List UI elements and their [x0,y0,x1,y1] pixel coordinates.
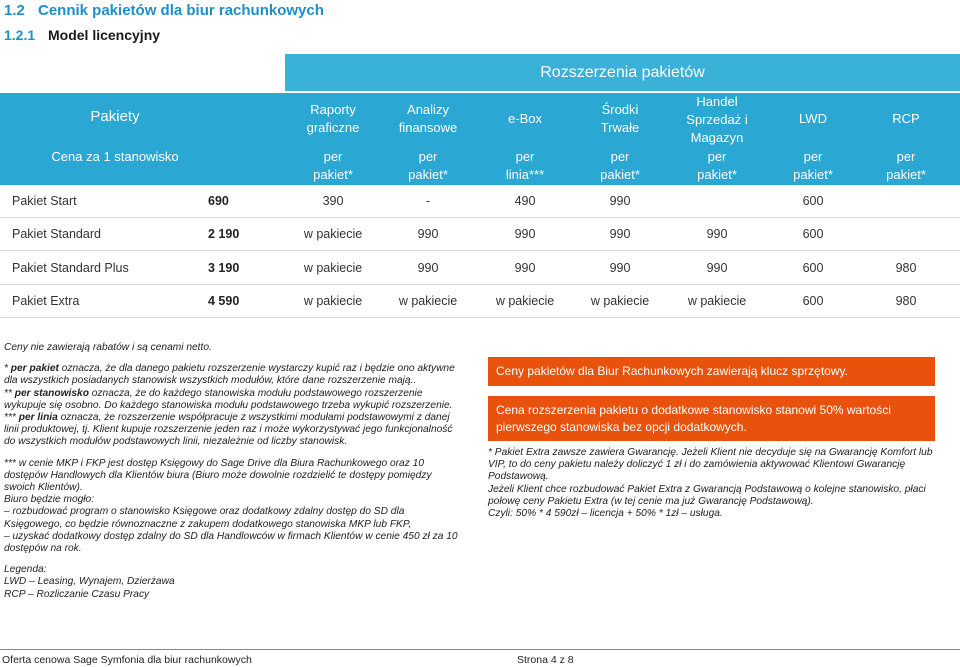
row-cell: w pakiecie [303,261,363,275]
row-cell: 980 [895,261,917,275]
note-term: per linia [18,412,58,424]
section-number: 1.2 [4,2,25,19]
col-name-line: Raporty [310,102,356,117]
legend-rcp: RCP – Rozliczanie Czasu Pracy [4,588,150,600]
row-label: Pakiet Standard Plus [12,261,129,275]
note-marker: *** [4,412,19,424]
row-label: Pakiet Standard [12,227,101,241]
row-cell: 490 [514,194,536,208]
col-name-line: Trwałe [600,120,640,135]
col-unit-line: pakiet* [313,167,353,182]
table-row [0,185,960,218]
row-cell: 600 [802,194,824,208]
row-cell: w pakiecie [303,227,363,241]
col-unit-line: pakiet* [886,167,926,182]
row-cell: 990 [706,227,728,241]
col-srodki [570,101,670,137]
note-per-stanowisko [4,388,464,412]
header-band [0,93,960,185]
footer-title: Oferta cenowa Sage Symfonia dla biur rachunkowych [2,654,252,666]
row-cell [667,185,767,217]
row-price: 4 590 [208,294,240,308]
col-raporty [283,101,383,137]
note-sage-drive: *** w cenie MKP i FKP jest dostęp Księgowy do Sage Drive dla Biura Rachunkowego oraz 10 dostępów Handlowych dla Klientów biura (Biuro może dowolnie rozdzielić te dostępy pomiędzy swoich Klientów). [4,457,432,494]
col-unit-line: pakiet* [793,167,833,182]
subsection-title: Model licencyjny [48,27,161,43]
col-unit-line: per [896,149,916,164]
note-biuro: Biuro będzie mogło: [4,494,95,506]
row-cell: 990 [417,227,439,241]
col-name-line: LWD [799,111,827,126]
col-unit-line: per [610,149,630,164]
row-cell: - [425,194,431,208]
col-srodki-unit [570,148,670,184]
row-cell [856,185,956,217]
subsection-heading [4,27,160,43]
note-per-linia [4,412,464,449]
row-cell: 600 [802,261,824,275]
page-number: Strona 4 z 8 [517,654,574,666]
highlight-box-extension-price: Cena rozszerzenia pakietu o dodatkowe stanowisko stanowi 50% wartości pierwszego stanowiska bez opcji dodatkowych. [488,396,935,441]
row-cell: w pakiecie [398,294,458,308]
row-cell: 990 [609,227,631,241]
col-raporty-unit [283,148,383,184]
col-unit-line: per [418,149,438,164]
row-cell: 600 [802,227,824,241]
col-unit-line: linia*** [505,167,545,182]
col-ebox [475,110,575,128]
note-option-1: – rozbudować program o stanowisko Księgowe oraz dodatkowy zdalny dostęp do SD dla Księgowego, co będzie równoznaczne z zakupem dodatkowego stanowiska MKP lub FKP, [4,506,412,530]
col-lwd [763,110,863,128]
col-cena: Cena za 1 stanowisko [51,149,179,164]
footer-divider [0,649,960,650]
note-option-2: – uzyskać dodatkowy dostęp zdalny do SD dla Handlowców w firmach Klientów w cenie 450 zł za 10 dostępów na rok. [4,530,458,555]
table-row [0,252,960,285]
row-cell: w pakiecie [590,294,650,308]
subsection-number: 1.2.1 [4,27,36,43]
note-marker: * [4,363,11,375]
section-title: Cennik pakietów dla biur rachunkowych [38,2,324,19]
table-row [0,285,960,318]
note-net-prices: Ceny nie zawierają rabatów i są cenami netto. [4,342,212,353]
legend-lwd: LWD – Leasing, Wynajem, Dzierżawa [4,576,175,588]
note-text: oznacza, że dla danego pakietu rozszerzenie wystarczy kupić raz i będzie ono aktywne dla wszystkich posiadanych stanowisk wszystkich modułów, które dane rozszerzenie mają.. [4,363,455,387]
note-rozbudowa: Jeżeli Klient chce rozbudować Pakiet Extra z Gwarancją Podstawową o kolejne stanowisko, płaci połowę ceny Pakietu Extra (w tej cenie ma już Gwarancję Podstawową). [488,483,926,507]
row-cell: 990 [417,261,439,275]
col-name-line: Analizy [407,102,449,117]
col-rcp [856,110,956,128]
note-czyli: Czyli: 50% * 4 590zł – licencja + 50% * 1zł – usługa. [488,508,723,520]
col-ebox-unit [475,148,575,184]
note-text: oznacza, że do każdego stanowiska modułu podstawowego rozszerzenie wykupuje się osobno. Do każdego stanowiska modułu podstawowego trzeba wykupić rozszerzenie. [4,387,453,411]
note-marker: ** [4,387,15,399]
row-cell: 990 [514,261,536,275]
col-unit-line: per [803,149,823,164]
row-cell: 990 [706,261,728,275]
pricing-notes [4,342,464,601]
row-cell: 990 [609,261,631,275]
col-analizy-unit [378,148,478,184]
col-name-line: e-Box [508,111,542,126]
col-name-line: Środki [601,102,639,117]
row-cell: 990 [514,227,536,241]
col-name-line: finansowe [398,120,458,135]
col-name-line: Sprzedaż i [686,112,748,127]
col-unit-line: per [515,149,535,164]
col-name-line: RCP [892,111,920,126]
row-cell: 600 [802,294,824,308]
note-term: per pakiet [10,363,59,375]
row-cell: w pakiecie [687,294,747,308]
price-table-header [0,51,960,185]
col-handel-unit [667,148,767,184]
col-unit-line: per [707,149,727,164]
extensions-title: Rozszerzenia pakietów [285,54,960,91]
col-rcp-unit [856,148,956,184]
col-analizy [378,101,478,137]
legend-title: Legenda: [4,564,47,576]
note-per-pakiet [4,363,464,387]
col-unit-line: pakiet* [697,167,737,182]
col-unit-line: pakiet* [408,167,448,182]
row-cell: 980 [895,294,917,308]
extra-package-notes [488,447,943,520]
row-price: 690 [208,194,229,208]
row-label: Pakiet Extra [12,294,80,308]
row-price: 2 190 [208,227,240,241]
row-cell: 990 [609,194,631,208]
col-lwd-unit [763,148,863,184]
note-gwarancja: * Pakiet Extra zawsze zawiera Gwarancję. Jeżeli Klient nie decyduje się na Gwarancję Komfort lub VIP, to do ceny pakietu należy doliczyć 1 zł i do zamówienia aktywować Klientowi Gwarancję Podstawową. [488,447,933,483]
col-name-line: graficzne [306,120,360,135]
note-text: oznacza, że rozszerzenie współpracuje z wszystkimi modułami podstawowymi z danej linii produktowej, tj. Klient kupuje rozszerzenie jeden raz i może wykorzystywać jego funkcjonalność do wszystkich modułów podstawowych linii, niezależnie od liczby stanowisk. [4,412,453,448]
row-label: Pakiet Start [12,194,77,208]
row-cell: w pakiecie [303,294,363,308]
col-pakiety: Pakiety [90,108,140,125]
col-handel [667,93,767,147]
col-unit-line: per [323,149,343,164]
highlight-box-hardware-key: Ceny pakietów dla Biur Rachunkowych zawierają klucz sprzętowy. [488,357,935,386]
row-price: 3 190 [208,261,240,275]
col-unit-line: pakiet* [600,167,640,182]
row-cell [856,218,956,250]
row-cell: 390 [322,194,344,208]
note-term: per stanowisko [14,387,89,399]
col-name-line: Magazyn [690,130,744,145]
col-name-line: Handel [696,94,738,109]
row-cell: w pakiecie [495,294,555,308]
table-row [0,218,960,251]
section-heading [4,2,324,19]
